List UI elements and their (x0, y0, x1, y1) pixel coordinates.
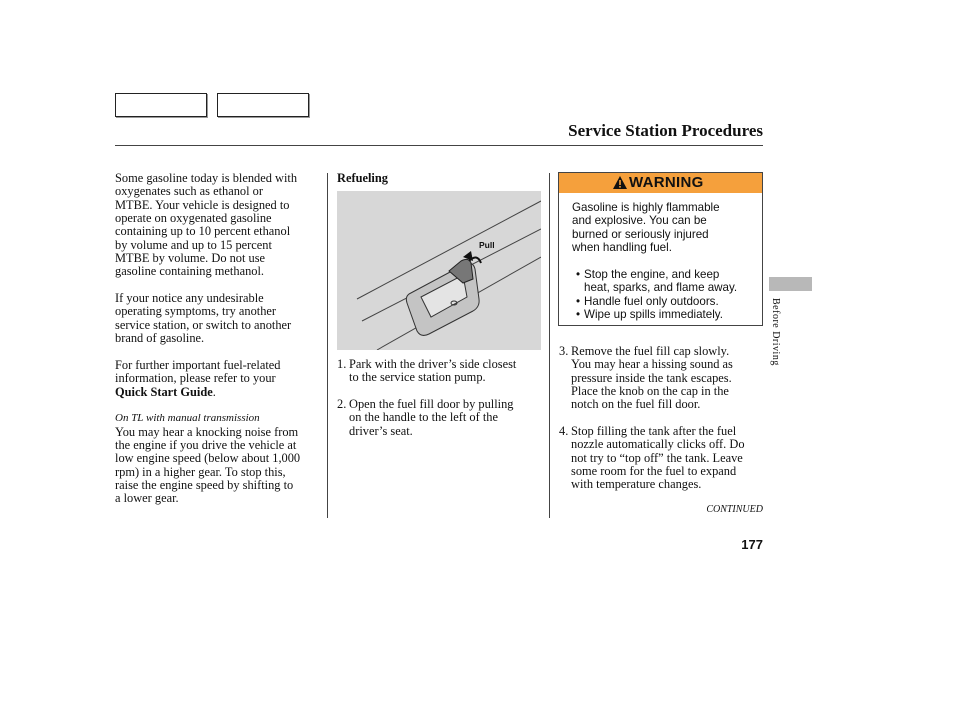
continued-label: CONTINUED (706, 504, 763, 515)
quick-start-guide-link[interactable]: Quick Start Guide (115, 384, 213, 399)
step-2 (337, 398, 547, 438)
text-line: the engine if you drive the vehicle at (115, 437, 297, 452)
text-line: Stop the engine, and keep (584, 268, 720, 282)
text-line: MTBE by volume. Do not use (115, 251, 266, 266)
paragraph-oxygenates (115, 172, 323, 279)
text-line: Some gasoline today is blended with (115, 171, 298, 185)
text-line: Stop filling the tank after the fuel (571, 424, 737, 439)
text-line: You may hear a hissing sound as (571, 357, 733, 372)
text-line: burned or seriously injured (572, 227, 709, 241)
text-line: on the handle to the left of the (349, 410, 498, 425)
fuel-door-handle-drawing (337, 191, 541, 350)
step-number: 3. (559, 344, 569, 358)
section-tab-label: Before Driving (770, 298, 781, 366)
text-line: by volume and up to 15 percent (115, 237, 272, 252)
warning-bullet (572, 308, 757, 321)
paragraph-further-info (115, 359, 323, 399)
column-1 (115, 172, 323, 506)
warning-header (559, 173, 762, 193)
text-line: pressure inside the tank escapes. (571, 370, 732, 385)
bullet-dot: • (576, 308, 581, 322)
text-line: Remove the fuel fill cap slowly. (571, 344, 730, 358)
warning-body (572, 201, 757, 322)
figure-label-pull: Pull (479, 240, 495, 250)
text-line: some room for the fuel to expand (571, 464, 737, 479)
warning-bullet (572, 268, 757, 295)
bullet-dot: • (576, 294, 581, 308)
text-line: oxygenates such as ethanol or (115, 184, 263, 199)
text-line: information, please refer to your (115, 371, 276, 386)
step-number: 4. (559, 424, 569, 439)
text-line: with temperature changes. (571, 477, 702, 492)
model-note: On TL with manual transmission (115, 412, 260, 425)
text-line: brand of gasoline. (115, 331, 205, 346)
text-line: and explosive. You can be (572, 214, 707, 228)
step-4 (559, 425, 764, 492)
bullet-dot: • (576, 268, 581, 282)
step-1 (337, 358, 547, 385)
paragraph-knocking (115, 426, 323, 506)
text-period: . (212, 384, 216, 399)
text-line: Handle fuel only outdoors. (584, 294, 719, 308)
text-line: MTBE. Your vehicle is designed to (115, 197, 290, 212)
text-line: For further important fuel-related (115, 357, 281, 372)
text-line: when handling fuel. (572, 241, 672, 255)
page-number: 177 (741, 537, 763, 552)
text-line: You may hear a knocking noise from (115, 424, 299, 439)
section-tab[interactable] (769, 277, 812, 291)
text-line: driver’s seat. (349, 423, 413, 438)
step-number: 1. (337, 357, 347, 371)
text-line: operating symptoms, try another (115, 304, 277, 319)
warning-title: WARNING (629, 174, 704, 191)
section-heading-refueling: Refueling (337, 171, 388, 185)
page-title: Service Station Procedures (568, 121, 763, 140)
fuel-door-release-illustration (337, 191, 541, 350)
paragraph-symptoms (115, 292, 323, 345)
warning-triangle-icon (613, 176, 627, 189)
warning-bullet (572, 295, 757, 308)
step-number: 2. (337, 397, 347, 412)
text-line: Open the fuel fill door by pulling (349, 397, 514, 412)
header-rule (115, 145, 763, 146)
text-line: If your notice any undesirable (115, 291, 264, 306)
text-line: raise the engine speed by shifting to (115, 477, 294, 492)
text-line: rpm) in a higher gear. To stop this, (115, 464, 286, 479)
text-line: Wipe up spills immediately. (584, 308, 723, 322)
text-line: heat, sparks, and flame away. (584, 281, 738, 295)
nav-button-table-of-contents[interactable] (217, 93, 309, 117)
text-line: containing up to 10 percent ethanol (115, 224, 291, 239)
text-line: notch on the fuel fill door. (571, 397, 701, 412)
column-2-steps (337, 358, 547, 438)
text-line: not try to “top off” the tank. Leave (571, 450, 743, 465)
text-line: nozzle automatically clicks off. Do (571, 437, 745, 452)
text-line: Gasoline is highly flammable (572, 201, 720, 214)
warning-box (558, 172, 763, 326)
text-line: Place the knob on the cap in the (571, 384, 729, 399)
column-divider-right (549, 173, 550, 518)
text-line: low engine speed (below about 1,000 (115, 451, 301, 466)
text-line: operate on oxygenated gasoline (115, 211, 272, 226)
column-divider-left (327, 173, 328, 518)
step-3 (559, 345, 764, 412)
column-3-steps (559, 345, 764, 492)
text-line: service station, or switch to another (115, 317, 292, 332)
warning-statement (572, 201, 757, 255)
text-line: to the service station pump. (349, 370, 486, 385)
text-line: Park with the driver’s side closest (349, 357, 517, 371)
text-line: gasoline containing methanol. (115, 264, 264, 279)
nav-button-main-menu[interactable] (115, 93, 207, 117)
text-line: a lower gear. (115, 491, 179, 506)
